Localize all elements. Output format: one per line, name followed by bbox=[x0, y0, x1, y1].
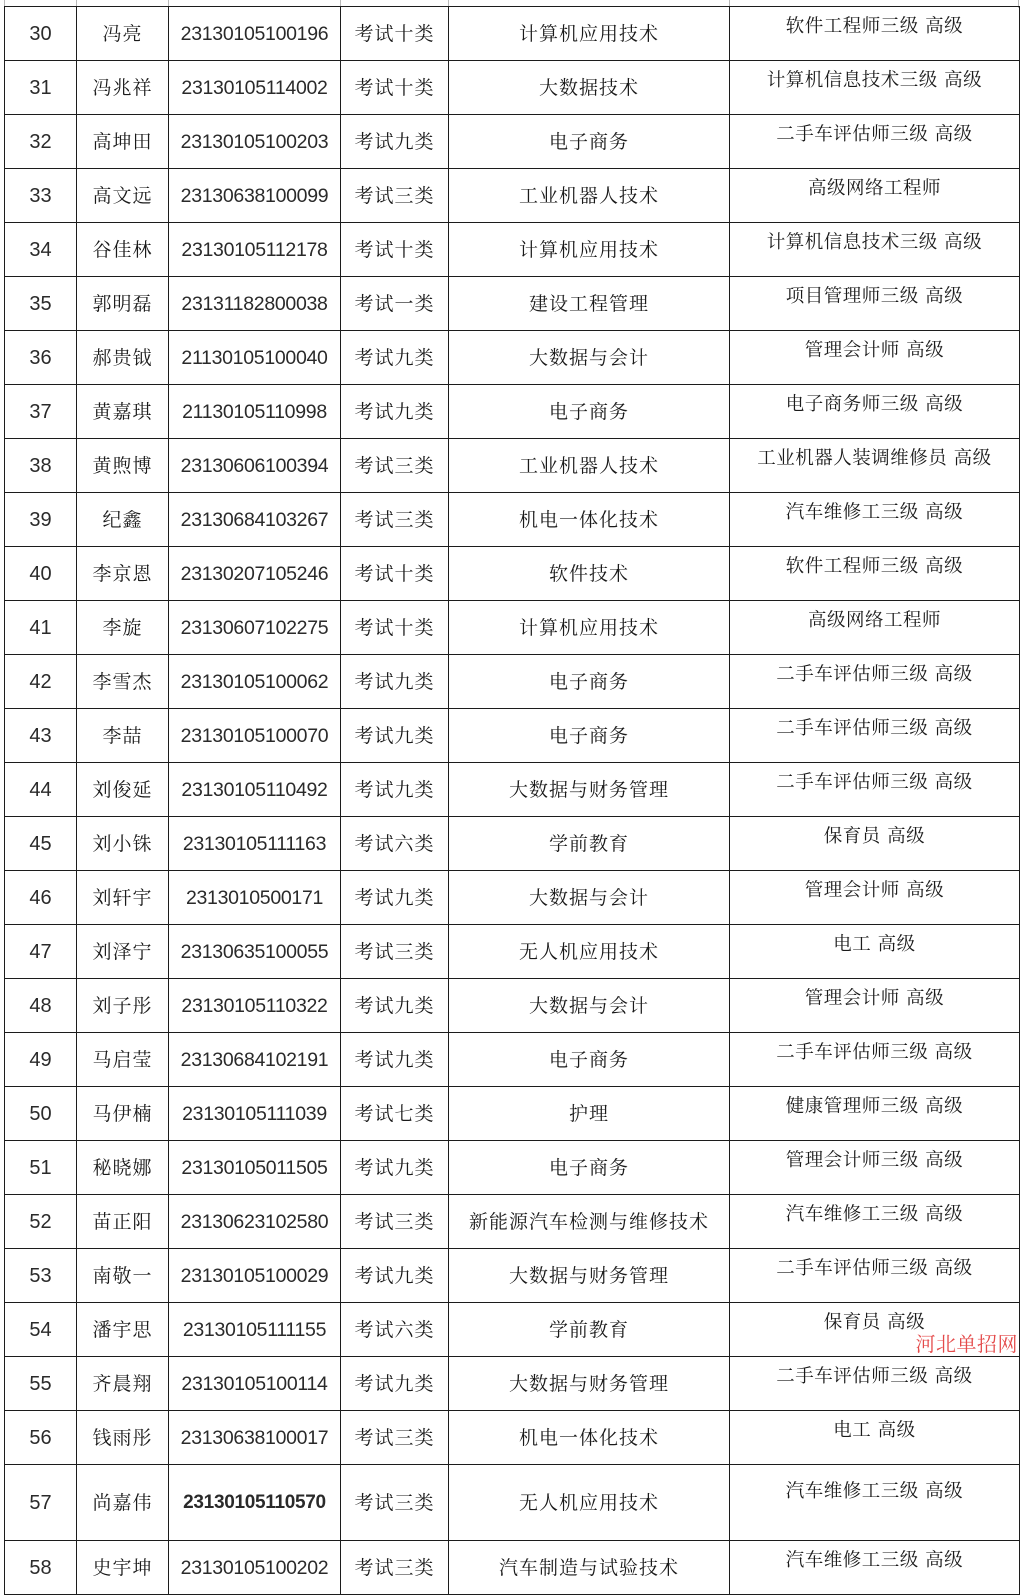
row-number: 42 bbox=[5, 655, 77, 709]
exam-id: 21130105110998 bbox=[169, 385, 341, 439]
row-number: 38 bbox=[5, 439, 77, 493]
row-number: 48 bbox=[5, 979, 77, 1033]
table-row bbox=[5, 1141, 1020, 1195]
exam-category: 考试三类 bbox=[341, 1541, 449, 1595]
exam-id: 23130638100017 bbox=[169, 1411, 341, 1465]
exam-category: 考试十类 bbox=[341, 547, 449, 601]
table-row bbox=[5, 115, 1020, 169]
certificate: 汽车维修工三级 高级 bbox=[730, 1465, 1020, 1541]
row-number: 30 bbox=[5, 7, 77, 61]
certificate: 汽车维修工三级 高级 bbox=[730, 493, 1020, 547]
table-row bbox=[5, 493, 1020, 547]
table-row bbox=[5, 1411, 1020, 1465]
exam-category: 考试三类 bbox=[341, 493, 449, 547]
table-row bbox=[5, 601, 1020, 655]
exam-id: 23130105110322 bbox=[169, 979, 341, 1033]
exam-id: 23130105110570 bbox=[169, 1465, 341, 1541]
row-number: 51 bbox=[5, 1141, 77, 1195]
major-name: 工业机器人技术 bbox=[449, 439, 730, 493]
row-number: 31 bbox=[5, 61, 77, 115]
table-row bbox=[5, 1357, 1020, 1411]
student-name: 刘轩宇 bbox=[77, 871, 169, 925]
table-row bbox=[5, 1033, 1020, 1087]
major-name: 大数据与财务管理 bbox=[449, 1249, 730, 1303]
exam-category: 考试三类 bbox=[341, 439, 449, 493]
exam-id: 23130105100114 bbox=[169, 1357, 341, 1411]
certificate: 管理会计师 高级 bbox=[730, 979, 1020, 1033]
student-name: 李喆 bbox=[77, 709, 169, 763]
major-name: 大数据技术 bbox=[449, 61, 730, 115]
exam-category: 考试七类 bbox=[341, 1087, 449, 1141]
student-name: 郝贵钺 bbox=[77, 331, 169, 385]
certificate: 保育员 高级 bbox=[730, 1303, 1020, 1357]
table-row bbox=[5, 1303, 1020, 1357]
major-name: 大数据与财务管理 bbox=[449, 763, 730, 817]
student-name: 高文远 bbox=[77, 169, 169, 223]
table-row bbox=[5, 385, 1020, 439]
row-number: 44 bbox=[5, 763, 77, 817]
exam-category: 考试十类 bbox=[341, 7, 449, 61]
certificate: 二手车评估师三级 高级 bbox=[730, 763, 1020, 817]
exam-id: 23130105100202 bbox=[169, 1541, 341, 1595]
major-name: 学前教育 bbox=[449, 1303, 730, 1357]
row-number: 46 bbox=[5, 871, 77, 925]
exam-category: 考试九类 bbox=[341, 1357, 449, 1411]
exam-category: 考试九类 bbox=[341, 115, 449, 169]
student-name: 黄嘉琪 bbox=[77, 385, 169, 439]
major-name: 护理 bbox=[449, 1087, 730, 1141]
table-row bbox=[5, 925, 1020, 979]
row-number: 53 bbox=[5, 1249, 77, 1303]
exam-category: 考试三类 bbox=[341, 169, 449, 223]
row-number: 55 bbox=[5, 1357, 77, 1411]
row-number: 47 bbox=[5, 925, 77, 979]
student-name: 马伊楠 bbox=[77, 1087, 169, 1141]
student-name: 马启莹 bbox=[77, 1033, 169, 1087]
major-name: 电子商务 bbox=[449, 1141, 730, 1195]
table-row bbox=[5, 169, 1020, 223]
table-row bbox=[5, 655, 1020, 709]
exam-category: 考试九类 bbox=[341, 1249, 449, 1303]
certificate: 二手车评估师三级 高级 bbox=[730, 1357, 1020, 1411]
row-number: 45 bbox=[5, 817, 77, 871]
certificate: 电工 高级 bbox=[730, 1411, 1020, 1465]
row-number: 35 bbox=[5, 277, 77, 331]
certificate: 二手车评估师三级 高级 bbox=[730, 709, 1020, 763]
exam-id: 23130105011505 bbox=[169, 1141, 341, 1195]
row-number: 58 bbox=[5, 1541, 77, 1595]
exam-id: 23130635100055 bbox=[169, 925, 341, 979]
exam-id: 23130105112178 bbox=[169, 223, 341, 277]
certificate: 项目管理师三级 高级 bbox=[730, 277, 1020, 331]
exam-category: 考试十类 bbox=[341, 223, 449, 277]
major-name: 计算机应用技术 bbox=[449, 601, 730, 655]
major-name: 计算机应用技术 bbox=[449, 223, 730, 277]
major-name: 工业机器人技术 bbox=[449, 169, 730, 223]
student-roster-table bbox=[4, 6, 1020, 1595]
major-name: 新能源汽车检测与维修技术 bbox=[449, 1195, 730, 1249]
exam-id: 23130607102275 bbox=[169, 601, 341, 655]
exam-id: 23130105111039 bbox=[169, 1087, 341, 1141]
exam-category: 考试三类 bbox=[341, 1195, 449, 1249]
student-name: 李雪杰 bbox=[77, 655, 169, 709]
roster-body bbox=[5, 7, 1020, 1595]
certificate: 电工 高级 bbox=[730, 925, 1020, 979]
row-number: 34 bbox=[5, 223, 77, 277]
exam-id: 23130105111163 bbox=[169, 817, 341, 871]
student-name: 李旋 bbox=[77, 601, 169, 655]
row-number: 57 bbox=[5, 1465, 77, 1541]
major-name: 电子商务 bbox=[449, 115, 730, 169]
major-name: 电子商务 bbox=[449, 709, 730, 763]
major-name: 无人机应用技术 bbox=[449, 1465, 730, 1541]
table-row bbox=[5, 1195, 1020, 1249]
certificate: 二手车评估师三级 高级 bbox=[730, 115, 1020, 169]
table-row bbox=[5, 277, 1020, 331]
certificate: 高级网络工程师 bbox=[730, 601, 1020, 655]
row-number: 49 bbox=[5, 1033, 77, 1087]
student-name: 黄煦博 bbox=[77, 439, 169, 493]
certificate: 保育员 高级 bbox=[730, 817, 1020, 871]
table-row bbox=[5, 763, 1020, 817]
exam-category: 考试十类 bbox=[341, 601, 449, 655]
certificate: 电子商务师三级 高级 bbox=[730, 385, 1020, 439]
student-name: 谷佳林 bbox=[77, 223, 169, 277]
major-name: 机电一体化技术 bbox=[449, 493, 730, 547]
exam-category: 考试九类 bbox=[341, 385, 449, 439]
major-name: 大数据与会计 bbox=[449, 871, 730, 925]
exam-id: 23130207105246 bbox=[169, 547, 341, 601]
table-row bbox=[5, 61, 1020, 115]
major-name: 机电一体化技术 bbox=[449, 1411, 730, 1465]
row-number: 39 bbox=[5, 493, 77, 547]
row-number: 36 bbox=[5, 331, 77, 385]
exam-id: 23130684103267 bbox=[169, 493, 341, 547]
table-row bbox=[5, 439, 1020, 493]
certificate: 计算机信息技术三级 高级 bbox=[730, 61, 1020, 115]
major-name: 大数据与会计 bbox=[449, 331, 730, 385]
table-row bbox=[5, 7, 1020, 61]
exam-category: 考试九类 bbox=[341, 1033, 449, 1087]
row-number: 40 bbox=[5, 547, 77, 601]
certificate: 工业机器人装调维修员 高级 bbox=[730, 439, 1020, 493]
exam-category: 考试九类 bbox=[341, 655, 449, 709]
exam-category: 考试三类 bbox=[341, 1465, 449, 1541]
exam-category: 考试九类 bbox=[341, 1141, 449, 1195]
row-number: 50 bbox=[5, 1087, 77, 1141]
student-name: 秘晓娜 bbox=[77, 1141, 169, 1195]
certificate: 管理会计师 高级 bbox=[730, 331, 1020, 385]
student-name: 南敬一 bbox=[77, 1249, 169, 1303]
student-name: 郭明磊 bbox=[77, 277, 169, 331]
table-row bbox=[5, 331, 1020, 385]
row-number: 54 bbox=[5, 1303, 77, 1357]
row-number: 41 bbox=[5, 601, 77, 655]
exam-category: 考试九类 bbox=[341, 763, 449, 817]
exam-id: 23130105100029 bbox=[169, 1249, 341, 1303]
certificate: 软件工程师三级 高级 bbox=[730, 7, 1020, 61]
certificate: 二手车评估师三级 高级 bbox=[730, 655, 1020, 709]
exam-id: 23131182800038 bbox=[169, 277, 341, 331]
watermark-text: 河北单招网 bbox=[915, 1332, 1018, 1356]
student-name: 苗正阳 bbox=[77, 1195, 169, 1249]
table-row bbox=[5, 709, 1020, 763]
exam-category: 考试六类 bbox=[341, 817, 449, 871]
exam-id: 23130105114002 bbox=[169, 61, 341, 115]
table-row bbox=[5, 871, 1020, 925]
major-name: 电子商务 bbox=[449, 385, 730, 439]
exam-id: 21130105100040 bbox=[169, 331, 341, 385]
major-name: 建设工程管理 bbox=[449, 277, 730, 331]
major-name: 电子商务 bbox=[449, 1033, 730, 1087]
student-name: 齐晨翔 bbox=[77, 1357, 169, 1411]
exam-category: 考试九类 bbox=[341, 709, 449, 763]
major-name: 无人机应用技术 bbox=[449, 925, 730, 979]
student-name: 纪鑫 bbox=[77, 493, 169, 547]
certificate: 汽车维修工三级 高级 bbox=[730, 1195, 1020, 1249]
table-row bbox=[5, 1087, 1020, 1141]
exam-category: 考试六类 bbox=[341, 1303, 449, 1357]
exam-category: 考试十类 bbox=[341, 61, 449, 115]
certificate: 计算机信息技术三级 高级 bbox=[730, 223, 1020, 277]
certificate: 汽车维修工三级 高级 bbox=[730, 1541, 1020, 1595]
exam-category: 考试九类 bbox=[341, 331, 449, 385]
table-row bbox=[5, 1541, 1020, 1595]
row-number: 37 bbox=[5, 385, 77, 439]
certificate: 二手车评估师三级 高级 bbox=[730, 1033, 1020, 1087]
exam-id: 23130606100394 bbox=[169, 439, 341, 493]
row-number: 33 bbox=[5, 169, 77, 223]
major-name: 大数据与会计 bbox=[449, 979, 730, 1033]
table-row bbox=[5, 1249, 1020, 1303]
exam-id: 23130638100099 bbox=[169, 169, 341, 223]
student-name: 潘宇思 bbox=[77, 1303, 169, 1357]
certificate: 二手车评估师三级 高级 bbox=[730, 1249, 1020, 1303]
row-number: 43 bbox=[5, 709, 77, 763]
student-name: 尚嘉伟 bbox=[77, 1465, 169, 1541]
exam-id: 23130105110492 bbox=[169, 763, 341, 817]
row-number: 56 bbox=[5, 1411, 77, 1465]
exam-category: 考试三类 bbox=[341, 925, 449, 979]
table-row bbox=[5, 979, 1020, 1033]
major-name: 汽车制造与试验技术 bbox=[449, 1541, 730, 1595]
exam-category: 考试三类 bbox=[341, 1411, 449, 1465]
exam-id: 23130105111155 bbox=[169, 1303, 341, 1357]
certificate: 管理会计师三级 高级 bbox=[730, 1141, 1020, 1195]
exam-id: 23130105100203 bbox=[169, 115, 341, 169]
row-number: 52 bbox=[5, 1195, 77, 1249]
student-name: 刘俊延 bbox=[77, 763, 169, 817]
exam-id: 23130105100070 bbox=[169, 709, 341, 763]
exam-id: 23130105100062 bbox=[169, 655, 341, 709]
major-name: 学前教育 bbox=[449, 817, 730, 871]
major-name: 计算机应用技术 bbox=[449, 7, 730, 61]
exam-category: 考试一类 bbox=[341, 277, 449, 331]
student-name: 冯亮 bbox=[77, 7, 169, 61]
exam-category: 考试九类 bbox=[341, 871, 449, 925]
table-row bbox=[5, 1465, 1020, 1541]
student-name: 钱雨彤 bbox=[77, 1411, 169, 1465]
table-row bbox=[5, 547, 1020, 601]
major-name: 软件技术 bbox=[449, 547, 730, 601]
certificate: 软件工程师三级 高级 bbox=[730, 547, 1020, 601]
major-name: 大数据与财务管理 bbox=[449, 1357, 730, 1411]
table-row bbox=[5, 817, 1020, 871]
student-name: 刘子彤 bbox=[77, 979, 169, 1033]
certificate: 管理会计师 高级 bbox=[730, 871, 1020, 925]
student-name: 刘泽宁 bbox=[77, 925, 169, 979]
row-number: 32 bbox=[5, 115, 77, 169]
student-name: 刘小铢 bbox=[77, 817, 169, 871]
student-name: 冯兆祥 bbox=[77, 61, 169, 115]
student-name: 史宇坤 bbox=[77, 1541, 169, 1595]
exam-category: 考试九类 bbox=[341, 979, 449, 1033]
student-name: 高坤田 bbox=[77, 115, 169, 169]
major-name: 电子商务 bbox=[449, 655, 730, 709]
table-row bbox=[5, 223, 1020, 277]
certificate: 健康管理师三级 高级 bbox=[730, 1087, 1020, 1141]
certificate: 高级网络工程师 bbox=[730, 169, 1020, 223]
exam-id: 2313010500171 bbox=[169, 871, 341, 925]
student-name: 李京恩 bbox=[77, 547, 169, 601]
exam-id: 23130105100196 bbox=[169, 7, 341, 61]
exam-id: 23130684102191 bbox=[169, 1033, 341, 1087]
exam-id: 23130623102580 bbox=[169, 1195, 341, 1249]
